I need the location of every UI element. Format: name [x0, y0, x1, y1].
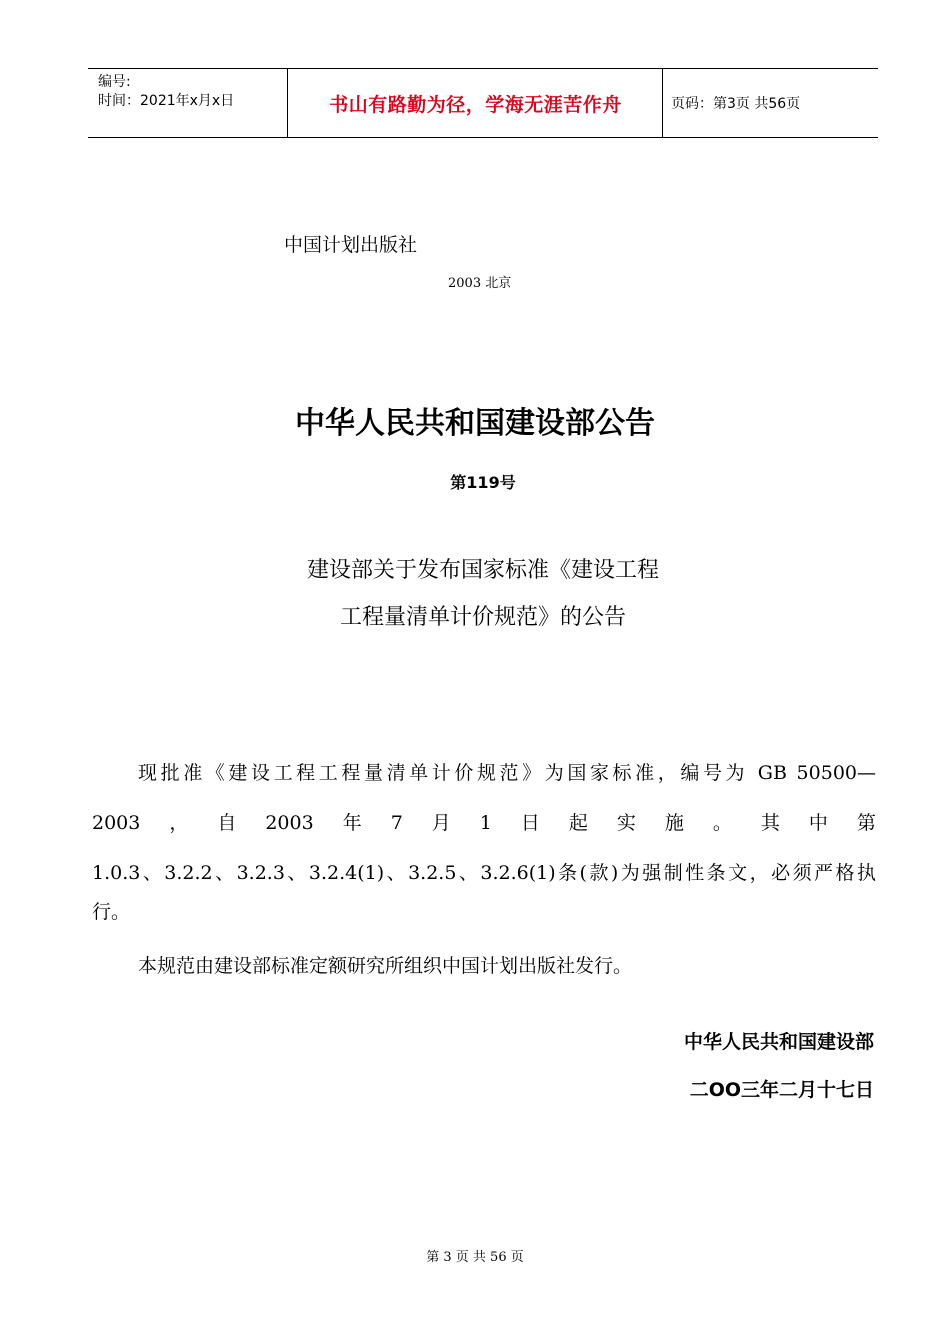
spaced-token: 日 — [520, 812, 540, 834]
serial-label: 编号: — [98, 74, 131, 90]
spaced-token: 。 — [712, 812, 732, 834]
signature-organization: 中华人民共和国建设部 — [683, 1031, 874, 1053]
spaced-token: 施 — [664, 812, 684, 834]
header-page-info: 页码：第3页 共56页 — [671, 96, 801, 112]
spaced-token: ， — [169, 812, 189, 834]
paragraph-1-line-4: 行。 — [92, 901, 131, 923]
announcement-title: 中华人民共和国建设部公告 — [295, 406, 655, 441]
subtitle-line-1: 建设部关于发布国家标准《建设工程 — [306, 558, 659, 583]
subtitle-line-2: 工程量清单计价规范》的公告 — [339, 605, 626, 630]
publisher-name: 中国计划出版社 — [284, 234, 418, 256]
announcement-number: 第119号 — [450, 473, 516, 492]
header-meta-cell — [88, 69, 288, 137]
page-header-table — [88, 68, 878, 138]
time-label: 时间：2021年x月x日 — [98, 93, 235, 109]
header-motto: 书山有路勤为径，学海无涯苦作舟 — [289, 69, 663, 137]
spaced-token: 月 — [431, 812, 451, 834]
spaced-token: 起 — [568, 812, 588, 834]
spaced-token: 第 — [856, 812, 876, 834]
paragraph-1-line-3: 1.0.3、3.2.2、3.2.3、3.2.4(1)、3.2.5、3.2.6(1)条(款)为强制性条文，必须严格执 — [92, 862, 876, 884]
signature-date: 二OO三年二月十七日 — [689, 1079, 874, 1101]
spaced-token: 2003 — [92, 812, 141, 834]
spaced-token: 实 — [616, 812, 636, 834]
announcement-paragraph-2: 本规范由建设部标准定额研究所组织中国计划出版社发行。 — [138, 955, 633, 977]
publish-year-city: 2003 北京 — [448, 276, 512, 291]
spaced-token: 其 — [760, 812, 780, 834]
spaced-token: 2003 — [265, 812, 314, 834]
paragraph-1-line-2 — [92, 798, 876, 848]
page-footer: 第 3 页 共 56 页 — [426, 1250, 524, 1265]
spaced-token: 自 — [217, 812, 237, 834]
spaced-token: 年 — [342, 812, 362, 834]
announcement-paragraph-1 — [92, 748, 876, 926]
paragraph-1-line-1: 现批准《建设工程工程量清单计价规范》为国家标准，编号为 GB 50500— — [138, 762, 876, 784]
spaced-token: 7 — [390, 812, 403, 834]
spaced-token: 1 — [479, 812, 492, 834]
spaced-token: 中 — [808, 812, 828, 834]
